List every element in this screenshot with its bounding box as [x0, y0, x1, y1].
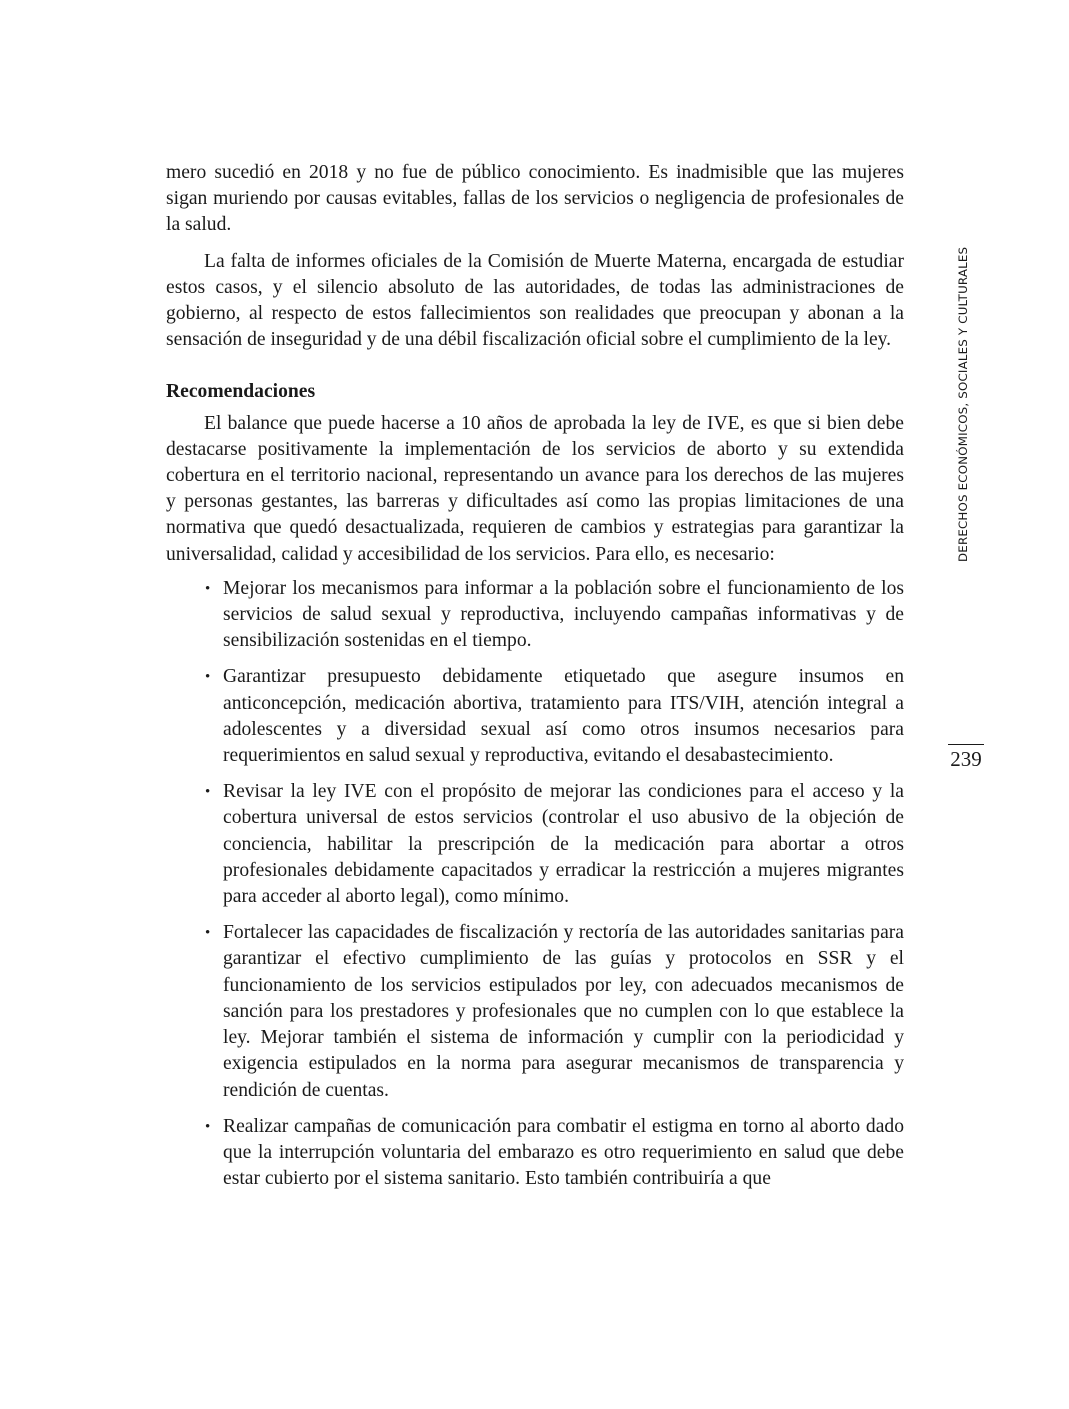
bullet-icon: • [205, 580, 211, 597]
section-intro: El balance que puede hacerse a 10 años de aprobada la ley de IVE, es que si bien debe destacarse positivamente la implementación de los servicios de aborto y su extendida cobertura en el territorio nacional, representando un avance para los derechos de las mujeres y personas gestantes, las barreras y dificultades así como las propias limitaciones de una normativa que quedó desactualizada, requieren de cambios y estrategias para garantizar la universalidad, calidad y accesibilidad de los servicios. Para ello, es necesario: [166, 412, 904, 565]
list-item-text: Garantizar presupuesto debidamente etiquetado que asegure insumos en anticoncepción, medicación abortiva, tratamiento para ITS/VIH, atención integral a adolescentes y a diversidad sexual así como otros insumos necesarios para requerimientos en salud sexual y reproductiva, evitando el desabastecimiento. [223, 666, 904, 767]
recommendations-list [166, 576, 904, 1192]
bullet-icon: • [205, 925, 211, 942]
list-item [166, 576, 904, 655]
bullet-icon: • [205, 1118, 211, 1135]
paragraph: mero sucedió en 2018 y no fue de público conocimiento. Es inadmisible que las mujeres sigan muriendo por causas evitables, fallas de los servicios o negligencia de profesionales de la salud. [166, 162, 904, 236]
list-item-text: Revisar la ley IVE con el propósito de mejorar las condiciones para el acceso y la cobertura universal de estos servicios (controlar el uso abusivo de la objeción de conciencia, habilitar la prescripción de la medicación para abortar a otros profesionales debidamente capacitados y erradicar la restricción a mujeres migrantes para acceder al aborto legal), como mínimo. [223, 781, 904, 908]
list-item [166, 1114, 904, 1193]
list-item [166, 920, 904, 1103]
bullet-icon: • [205, 669, 211, 686]
paragraph: La falta de informes oficiales de la Comisión de Muerte Materna, encargada de estudiar estos casos, y el silencio absoluto de las autoridades, de todas las administraciones de gobierno, al respecto de estos fallecimientos son realidades que preocupan y abonan a la sensación de inseguridad y de una débil fiscalización oficial sobre el cumplimiento de la ley. [166, 250, 904, 351]
bullet-icon: • [205, 784, 211, 801]
list-item-text: Fortalecer las capacidades de fiscalización y rectoría de las autoridades sanitarias para garantizar el efectivo cumplimiento de las guías y protocolos en SSR y el funcionamiento de los servicios estipulados por ley, con adecuados mecanismos de sanción para los prestadores y profesionales que no cumplen con lo que establece la ley. Mejorar también el sistema de información y cumplir con la periodicidad y exigencia estipulados en la norma para asegurar mecanismos de transparencia y rendición de cuentas. [223, 922, 904, 1101]
page-number: 239 [948, 744, 984, 772]
page-body [166, 160, 904, 1202]
running-header-side: DERECHOS ECONÓMICOS, SOCIALES Y CULTURALES [956, 246, 970, 562]
list-item [166, 664, 904, 769]
section-heading: Recomendaciones [166, 381, 316, 403]
list-item-text: Realizar campañas de comunicación para combatir el estigma en torno al aborto dado que la interrupción voluntaria del embarazo es otro requerimiento en salud que debe estar cubierto por el sistema sanitario. Esto también contribuiría a que [223, 1115, 904, 1190]
list-item [166, 779, 904, 910]
list-item-text: Mejorar los mecanismos para informar a la población sobre el funcionamiento de los servicios de salud sexual y reproductiva, incluyendo campañas informativas y de sensibilización sostenidas en el tiempo. [223, 577, 904, 652]
